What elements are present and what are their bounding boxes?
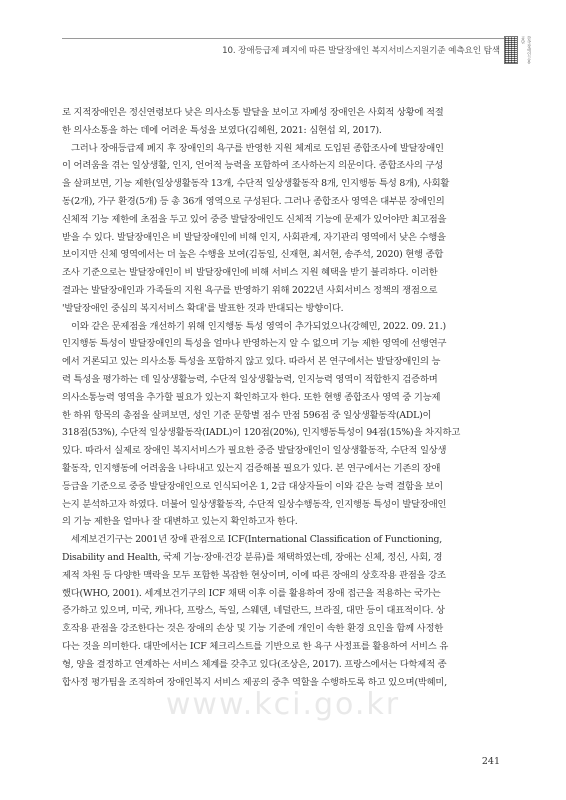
text-line: 세계보건기구는 2001년 장애 관점으로 ICF(International Classification of Functioning,: [71, 534, 443, 546]
text-line: 의사소통능력 영역을 추가할 필요가 있는지 확인하고자 한다. 또한 현행 종합조사 영역 중 기능제: [62, 391, 441, 403]
text-line: 제적 차원 등 다양한 맥락을 모두 포함한 복잡한 현상이며, 이에 따른 장애의 상호작용 관점을 강조: [62, 569, 446, 581]
qr-caption: 한국장애인고용공단: [521, 36, 532, 64]
text-line: 형, 양을 결정하고 연계하는 서비스 체계를 갖추고 있다(조상은, 2017). 프랑스에서는 다학제적 종: [62, 658, 447, 670]
text-line: 했다(WHO, 2001). 세계보건기구의 ICF 채택 이후 이를 활용하여 장애 접근을 적용하는 국가는: [62, 587, 441, 599]
text-line: 증가하고 있으며, 미국, 캐나다, 프랑스, 독일, 스웨덴, 네덜란드, 브라질, 대만 등이 대표적이다. 상: [62, 605, 445, 617]
text-line: 의 기능 제한을 얼마나 잘 대변하고 있는지 확인하고자 한다.: [62, 516, 298, 528]
text-line: 318점(53%), 수단적 일상생활동작(IADL)이 120점(20%), 인지행동특성이 94점(15%)을 차지하고: [62, 427, 461, 439]
text-line: '발달장애인 중심의 복지서비스 확대'를 발표한 것과 반대되는 방향이다.: [62, 302, 344, 314]
text-line: 조사 기준으로는 발달장애인이 비 발달장애인에 비해 서비스 지원 혜택을 받기 불리하다. 이러한: [62, 267, 438, 279]
text-line: 에서 거론되고 있는 의사소통 특성을 포함하지 않고 있다. 따라서 본 연구에서는 발달장애인의 능: [62, 356, 441, 368]
text-line: 신체적 기능 제한에 초점을 두고 있어 중증 발달장애인도 신체적 기능에 문제가 있어야만 최고점을: [62, 213, 447, 225]
text-line: 보이지만 신체 영역에서는 더 높은 수행을 보여(김동일, 신재현, 최서현, 송주석, 2020) 현행 종합: [62, 249, 444, 261]
text-line: 이 어려움을 겪는 일상생활, 인지, 언어적 능력을 포함하여 조사하는지 의문이다. 종합조사의 구성: [62, 160, 444, 172]
text-line: 로 지적장애인은 정신연령보다 낮은 의사소통 발달을 보이고 자폐성 장애인은 사회적 상황에 적절: [62, 107, 444, 118]
text-line: 그러나 장애등급제 폐지 후 장애인의 욕구를 반영한 지원 체계로 도입된 종합조사에 발달장애인: [71, 142, 444, 154]
text-line: 는지 분석하고자 하였다. 더불어 일상생활동작, 수단적 일상수행동작, 인지행동 특성이 발달장애인: [62, 498, 447, 510]
text-line: 한 의사소통을 하는 데에 어려운 특성을 보였다(김혜원, 2021: 심현섭 외, 2017).: [62, 124, 382, 136]
text-line: 활동작, 인지행동에 어려움을 나타내고 있는지 검증해볼 필요가 있다. 본 연구에서는 기존의 장애: [62, 462, 441, 474]
text-line: 등급을 기준으로 중증 발달장애인으로 인식되어온 1, 2급 대상자들이 이와 같은 능력 결함을 보이: [62, 480, 443, 492]
running-title: 10. 장애등급제 폐지에 따른 발달장애인 복지서비스지원기준 예측요인 탐색: [222, 46, 500, 56]
qr-code-icon: [504, 36, 518, 64]
page-number: 241: [481, 756, 500, 767]
text-line: 동(2개), 가구 환경(5개) 등 총 36개 영역으로 구성된다. 그러나 종합조사 영역은 대부분 장애인의: [62, 195, 445, 207]
header-rule: [62, 38, 504, 39]
text-line: 을 살펴보면, 기능 제한(일상생활동작 13개, 수단적 일상생활동작 8개, 인지행동 특성 8개), 사회활: [62, 178, 450, 190]
text-line: 받을 수 있다. 발달장애인은 비 발달장애인에 비해 인지, 사회관계, 자기관리 영역에서 낮은 수행을: [62, 231, 446, 243]
text-line: 다는 것을 의미한다. 대만에서는 ICF 체크리스트를 기반으로 한 욕구 사정표를 활용하여 서비스 유: [62, 640, 449, 652]
text-line: 결과는 발달장애인과 가족들의 지원 욕구를 반영하기 위해 2022년 사회서비스 정책의 쟁점으로: [62, 284, 438, 296]
text-line: 한 하위 항목의 총점을 살펴보면, 성인 기준 문항별 점수 만점 596점 중 일상생활동작(ADL)이: [62, 409, 432, 421]
text-line: 력 특성을 평가하는 데 일상생활능력, 수단적 일상생활능력, 인지능력 영역이 적합한지 검증하며: [62, 373, 438, 385]
text-line: 호작용 관점을 강조한다는 것은 장애의 손상 및 기능 기준에 개인이 속한 환경 요인을 함께 사정한: [62, 623, 444, 635]
text-line: 있다. 따라서 실제로 장애인 복지서비스가 필요한 중증 발달장애인이 일상생활동작, 수단적 일상생: [62, 445, 447, 457]
text-line: 이와 같은 문제점을 개선하기 위해 인지행동 특성 영역이 추가되었으나(강혜민, 2022. 09. 21.): [71, 320, 446, 332]
watermark: www.kci.go.kr: [165, 687, 401, 722]
text-line: 합사정 평가팀을 조직하여 장애인복지 서비스 제공의 중추 역할을 수행하도록 하고 있으며(박혜미,: [62, 676, 447, 688]
text-line: 인지행동 특성이 발달장애인의 특성을 얼마나 반영하는지 알 수 없으며 기능 제한 영역에 선행연구: [62, 338, 447, 350]
article-body: [62, 104, 504, 691]
text-line: Disability and Health, 국제 기능·장애·건강 분류)를 채택하였는데, 장애는 신체, 정신, 사회, 경: [62, 551, 443, 563]
